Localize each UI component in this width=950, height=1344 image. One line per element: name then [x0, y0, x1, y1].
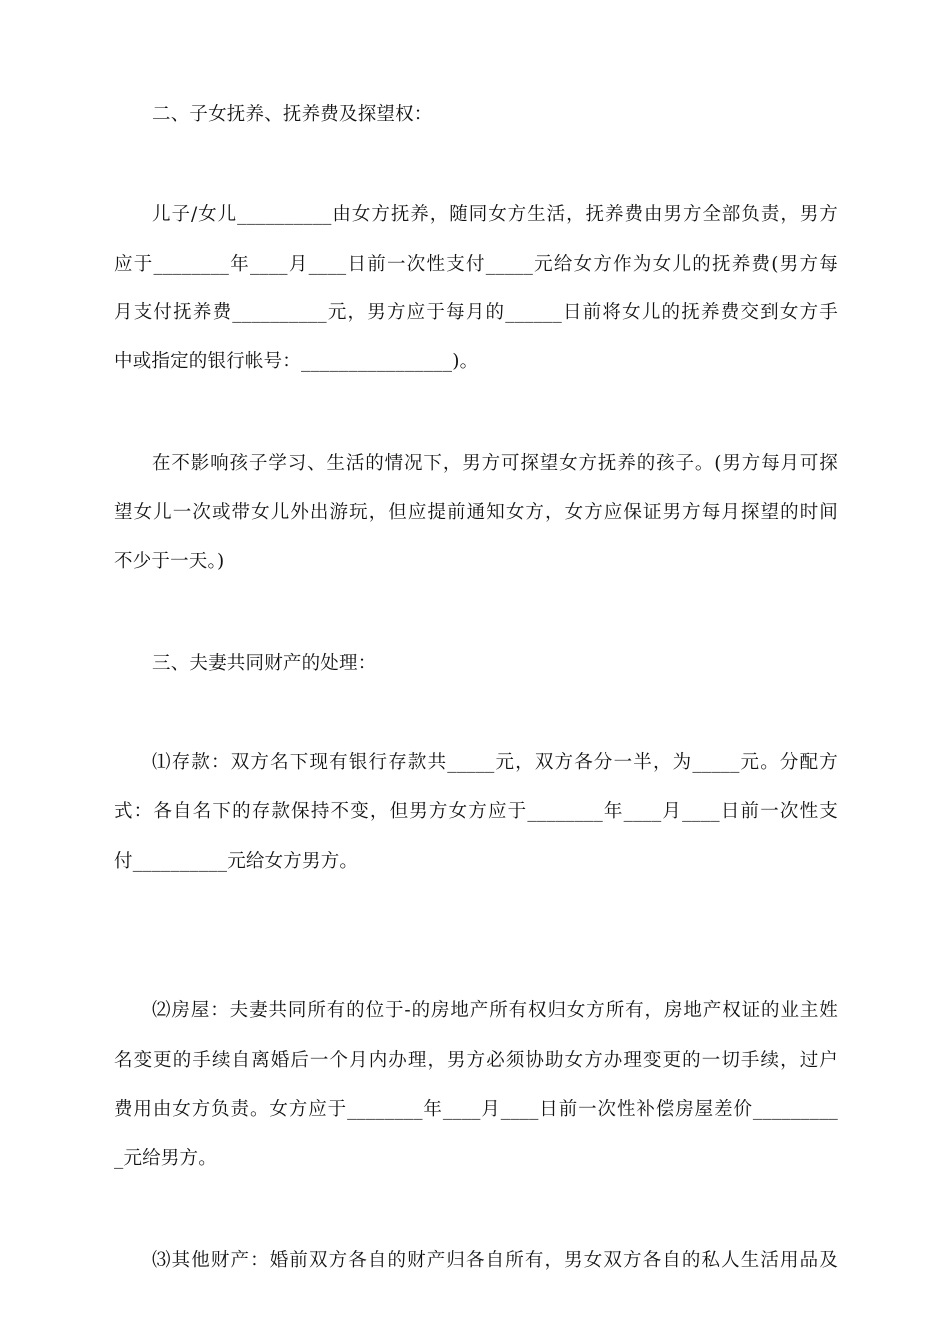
paragraph-line: ⑵房屋：夫妻共同所有的位于-的房地产所有权归女方所有，房地产权证的业主姓: [152, 1000, 838, 1021]
paragraph-line: 名变更的手续自离婚后一个月内办理，男方必须协助女方办理变更的一切手续，过户: [114, 1050, 838, 1071]
paragraph-line: 应于________年____月____日前一次性支付_____元给女方作为女儿的抚养费(男方每: [114, 254, 838, 275]
paragraph-line: _元给男方。: [114, 1148, 217, 1169]
paragraph-line: 望女儿一次或带女儿外出游玩，但应提前通知女方，女方应保证男方每月探望的时间: [114, 502, 838, 523]
section-heading-property: 三、夫妻共同财产的处理：: [152, 653, 377, 674]
paragraph-line: 式：各自名下的存款保持不变，但男方女方应于________年____月____日前一次性支: [114, 801, 838, 822]
paragraph-line: 费用由女方负责。女方应于________年____月____日前一次性补偿房屋差价_________: [114, 1099, 838, 1120]
paragraph-line: ⑶其他财产：婚前双方各自的财产归各自所有，男女双方各自的私人生活用品及: [152, 1250, 838, 1271]
paragraph-line: 付__________元给女方男方。: [114, 851, 359, 872]
paragraph-line: 不少于一天。): [114, 551, 225, 572]
section-heading-child-custody: 二、子女抚养、抚养费及探望权：: [152, 104, 433, 125]
paragraph-line: 月支付抚养费__________元，男方应于每月的______日前将女儿的抚养费交到女方手: [114, 302, 838, 323]
paragraph-line: 儿子/女儿__________由女方抚养，随同女方生活，抚养费由男方全部负责，男方: [152, 204, 838, 225]
paragraph-line: ⑴存款：双方名下现有银行存款共_____元，双方各分一半，为_____元。分配方: [152, 752, 838, 773]
paragraph-line: 中或指定的银行帐号：________________)。: [114, 351, 479, 372]
paragraph-line: 在不影响孩子学习、生活的情况下，男方可探望女方抚养的孩子。(男方每月可探: [152, 453, 838, 474]
